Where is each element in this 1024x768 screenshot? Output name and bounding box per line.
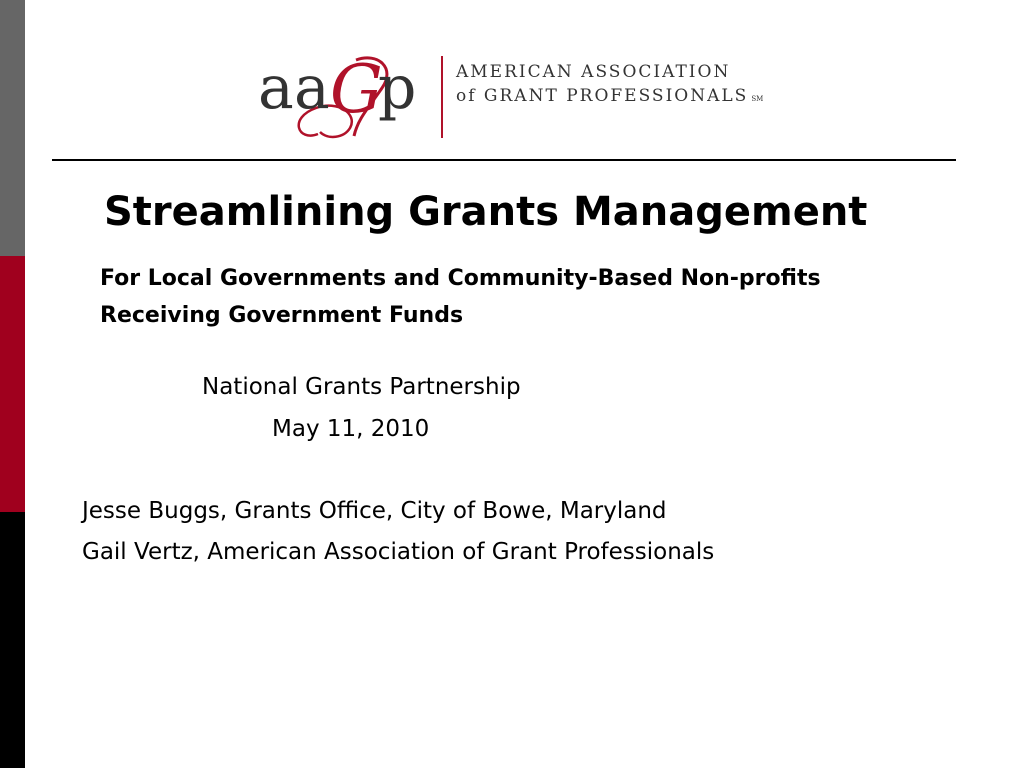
logo-divider bbox=[441, 56, 443, 138]
header-rule bbox=[52, 159, 956, 161]
slide-title: Streamlining Grants Management bbox=[104, 189, 868, 235]
left-band-black bbox=[0, 512, 25, 768]
organization-name: National Grants Partnership bbox=[202, 374, 521, 400]
svg-text:p: p bbox=[378, 53, 417, 123]
logo-line-1: AMERICAN ASSOCIATION bbox=[456, 62, 731, 82]
svg-text:a: a bbox=[294, 53, 330, 123]
svg-text:G: G bbox=[330, 51, 383, 128]
logo-line-2 bbox=[456, 84, 763, 111]
left-band-red bbox=[0, 256, 25, 512]
left-band-gray bbox=[0, 0, 25, 256]
presenter-2: Gail Vertz, American Association of Grant Professionals bbox=[82, 539, 715, 565]
presentation-date: May 11, 2010 bbox=[272, 416, 430, 442]
aagp-logo-mark bbox=[258, 48, 438, 144]
logo-line-2-text: of GRANT PROFESSIONALS bbox=[456, 86, 749, 106]
slide-subtitle: For Local Governments and Community-Based Non-profits Receiving Government Funds bbox=[100, 266, 821, 328]
svg-text:a: a bbox=[258, 53, 294, 123]
logo-wordmark bbox=[456, 60, 763, 111]
service-mark: SM bbox=[751, 95, 764, 103]
aagp-logo bbox=[258, 48, 778, 144]
presenter-1: Jesse Buggs, Grants Office, City of Bowe, Maryland bbox=[82, 498, 667, 524]
